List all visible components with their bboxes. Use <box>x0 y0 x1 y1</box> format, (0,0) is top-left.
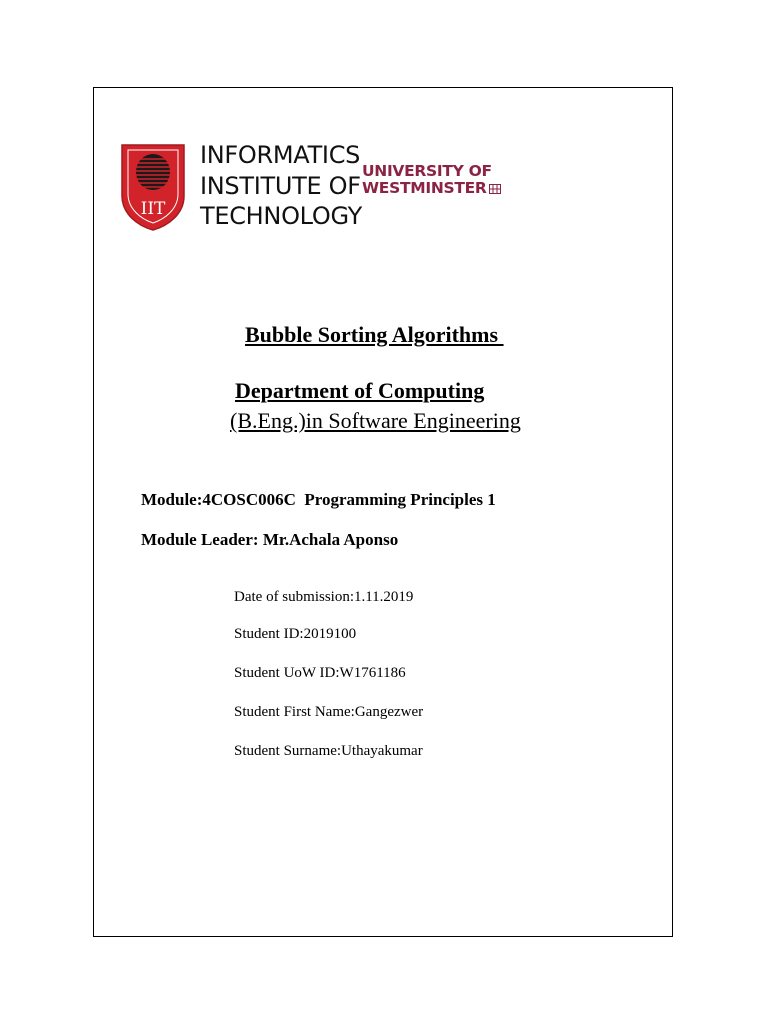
iit-badge-text: IIT <box>140 199 166 219</box>
document-title: Bubble Sorting Algorithms <box>245 322 504 347</box>
iit-wordmark <box>200 140 362 232</box>
student-uow-id: Student UoW ID:W1761186 <box>234 665 406 681</box>
iit-line-1: INFORMATICS <box>200 141 361 169</box>
uow-line-2-text: WESTMINSTER <box>362 179 487 197</box>
student-id: Student ID:2019100 <box>234 626 357 642</box>
degree-subheading: (B.Eng.)in Software Engineering <box>230 408 521 433</box>
module-leader-line: Module Leader: Mr.Achala Aponso <box>141 530 399 549</box>
uow-wordmark <box>362 163 501 197</box>
uow-line-1-text: UNIVERSITY OF <box>362 162 492 180</box>
uow-line-2 <box>362 180 501 197</box>
student-first-name: Student First Name:Gangezwer <box>234 704 424 720</box>
iit-line-2: INSTITUTE OF <box>200 171 361 200</box>
uow-crest-icon <box>489 184 501 194</box>
student-surname: Student Surname:Uthayakumar <box>234 743 423 759</box>
department-heading: Department of Computing <box>235 378 485 403</box>
date-of-submission: Date of submission:1.11.2019 <box>234 589 414 605</box>
iit-line-3: TECHNOLOGY <box>200 202 362 230</box>
uow-line-1 <box>362 163 501 180</box>
module-line: Module:4COSC006C Programming Principles 1 <box>141 490 496 509</box>
iit-shield-logo <box>120 142 186 232</box>
